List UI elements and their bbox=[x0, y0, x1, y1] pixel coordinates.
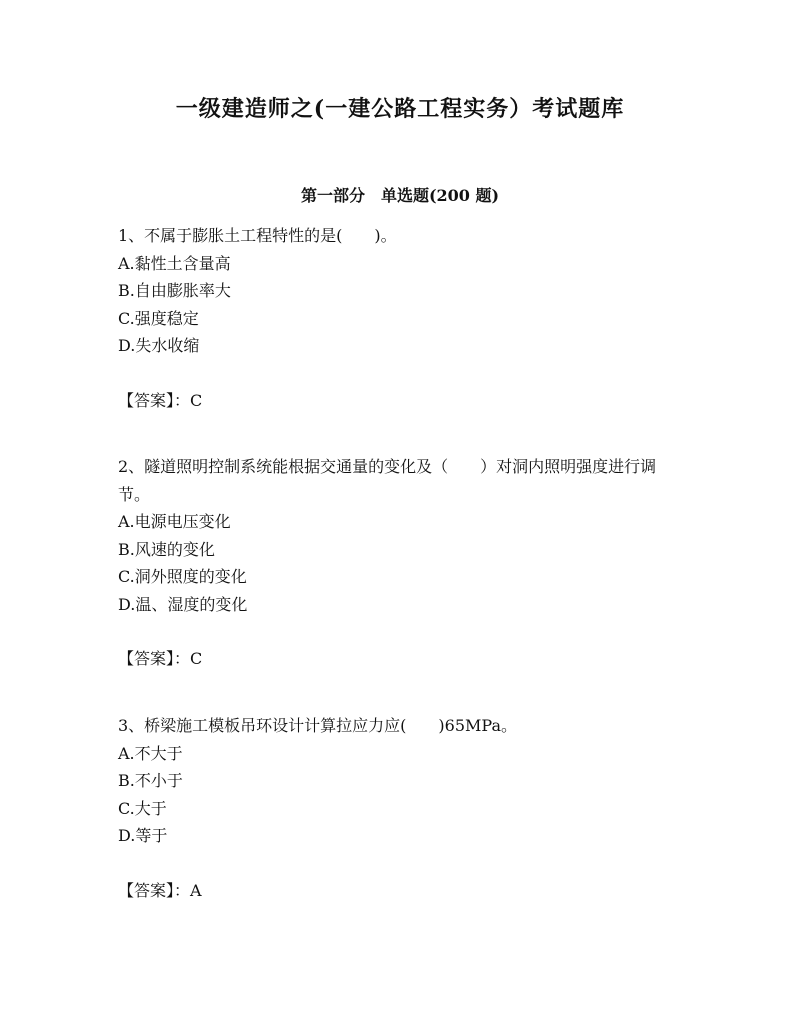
answer-line: 【答案】：C bbox=[118, 390, 203, 410]
question-stem: 3、桥梁施工模板吊环设计计算拉应力应( )65MPa。 bbox=[118, 716, 517, 735]
option-c: C.洞外照度的变化 bbox=[118, 567, 247, 586]
question-3 bbox=[118, 712, 678, 904]
option-c: C.强度稳定 bbox=[118, 308, 199, 328]
answer-line: 【答案】：C bbox=[118, 649, 203, 668]
option-d: D.失水收缩 bbox=[118, 336, 200, 355]
question-1 bbox=[118, 222, 678, 414]
option-c: C.大于 bbox=[118, 798, 167, 818]
option-d: D.等于 bbox=[118, 826, 168, 845]
option-a: A.黏性土含量高 bbox=[118, 253, 231, 273]
section-title: 第一部分 单选题(200 题) bbox=[300, 186, 500, 205]
question-2 bbox=[118, 453, 678, 673]
option-d: D.温、湿度的变化 bbox=[118, 594, 248, 614]
option-b: B.风速的变化 bbox=[118, 539, 215, 559]
question-stem: 2、隧道照明控制系统能根据交通量的变化及（ ）对洞内照明强度进行调节。 bbox=[118, 457, 657, 504]
document-title: 一级建造师之(一建公路工程实务）考试题库 bbox=[175, 96, 625, 122]
question-stem: 1、不属于膨胀土工程特性的是( )。 bbox=[118, 226, 397, 245]
answer-line: 【答案】：A bbox=[118, 880, 202, 900]
option-b: B.自由膨胀率大 bbox=[118, 281, 231, 300]
option-a: A.电源电压变化 bbox=[118, 512, 231, 531]
option-b: B.不小于 bbox=[118, 771, 183, 790]
option-a: A.不大于 bbox=[118, 743, 183, 763]
